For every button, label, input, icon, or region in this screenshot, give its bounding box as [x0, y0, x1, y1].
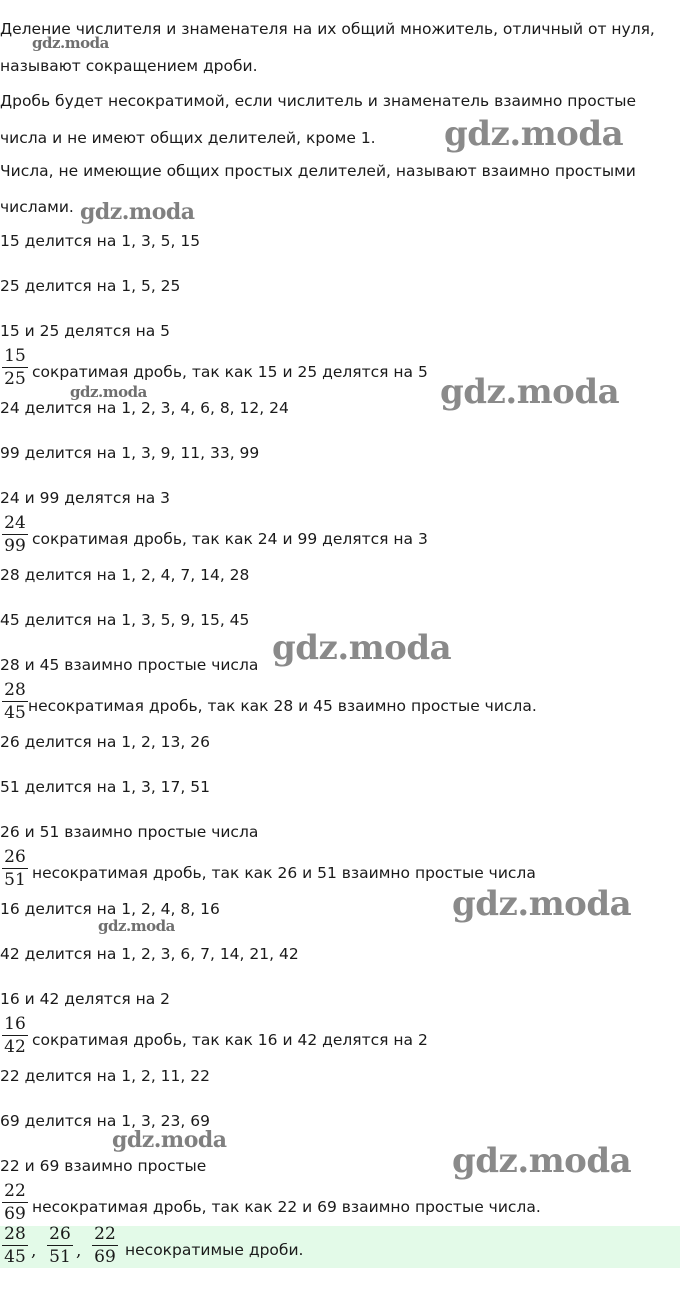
coprime-row: 26 и 51 взаимно простые числа	[0, 823, 259, 841]
fraction-bar	[2, 1035, 28, 1036]
denominator: 51	[49, 1247, 71, 1268]
denominator: 25	[4, 369, 26, 390]
common-divisor-row: 16 и 42 делятся на 2	[0, 990, 171, 1008]
denominator: 45	[4, 703, 26, 724]
divisors-row: 51 делится на 1, 3, 17, 51	[0, 778, 210, 796]
fraction	[2, 1181, 28, 1224]
common-divisor-row: 24 и 99 делятся на 3	[0, 489, 171, 507]
answer-fraction	[92, 1224, 118, 1267]
denominator: 45	[4, 1247, 26, 1268]
fraction-bar	[2, 534, 28, 535]
divisors-row: 16 делится на 1, 2, 4, 8, 16	[0, 900, 220, 918]
coprime-row: 22 и 69 взаимно простые	[0, 1157, 207, 1175]
divisors-row: 99 делится на 1, 3, 9, 11, 33, 99	[0, 444, 260, 462]
fraction-bar	[2, 701, 28, 702]
definition-line-4: числами.	[0, 198, 74, 216]
divisors-row: 42 делится на 1, 2, 3, 6, 7, 14, 21, 42	[0, 945, 299, 963]
fraction-bar	[2, 367, 28, 368]
denominator: 51	[4, 870, 26, 891]
denominator: 99	[4, 536, 26, 557]
watermark: gdz.moda	[452, 1141, 632, 1181]
fraction-explanation: сократимая дробь, так как 15 и 25 делятся на 5	[32, 363, 428, 381]
fraction-explanation: несократимая дробь, так как 28 и 45 взаимно простые числа.	[28, 697, 537, 715]
fraction-bar	[2, 868, 28, 869]
definition-line-1: Дробь будет несократимой, если числитель и знаменатель взаимно простые	[0, 92, 637, 110]
fraction-explanation: несократимая дробь, так как 22 и 69 взаимно простые числа.	[32, 1198, 541, 1216]
watermark: gdz.moda	[444, 114, 624, 154]
watermark: gdz.moda	[98, 917, 175, 935]
divisors-row: 24 делится на 1, 2, 3, 4, 6, 8, 12, 24	[0, 399, 289, 417]
numerator: 22	[4, 1181, 26, 1201]
numerator: 16	[4, 1014, 26, 1034]
fraction	[2, 513, 28, 556]
fraction-bar	[2, 1202, 28, 1203]
answer-highlight	[0, 1226, 680, 1268]
separator: ,	[31, 1241, 37, 1261]
watermark: gdz.moda	[32, 34, 109, 52]
watermark: gdz.moda	[70, 383, 147, 401]
fraction	[2, 847, 28, 890]
fraction-explanation: сократимая дробь, так как 24 и 99 делятся на 3	[32, 530, 428, 548]
fraction-bar	[2, 1245, 28, 1246]
fraction-bar	[47, 1245, 73, 1246]
coprime-row: 28 и 45 взаимно простые числа	[0, 656, 259, 674]
divisors-row: 25 делится на 1, 5, 25	[0, 277, 181, 295]
numerator: 26	[4, 847, 26, 867]
numerator: 22	[94, 1224, 116, 1244]
separator: ,	[76, 1241, 82, 1261]
fraction	[2, 680, 28, 723]
denominator: 42	[4, 1037, 26, 1058]
answer-fraction	[2, 1224, 28, 1267]
definition-line-3: Числа, не имеющие общих простых делителей, называют взаимно простыми	[0, 162, 636, 180]
divisors-row: 15 делится на 1, 3, 5, 15	[0, 232, 201, 250]
numerator: 26	[49, 1224, 71, 1244]
watermark: gdz.moda	[80, 199, 195, 225]
fraction-bar	[92, 1245, 118, 1246]
fraction	[2, 1014, 28, 1057]
numerator: 28	[4, 680, 26, 700]
numerator: 28	[4, 1224, 26, 1244]
denominator: 69	[94, 1247, 116, 1268]
divisors-row: 28 делится на 1, 2, 4, 7, 14, 28	[0, 566, 250, 584]
watermark: gdz.moda	[452, 884, 632, 924]
fraction-explanation: сократимая дробь, так как 16 и 42 делятся на 2	[32, 1031, 428, 1049]
definition-line-2: числа и не имеют общих делителей, кроме 1.	[0, 129, 376, 147]
watermark: gdz.moda	[272, 628, 452, 668]
divisors-row: 22 делится на 1, 2, 11, 22	[0, 1067, 210, 1085]
fraction-explanation: несократимая дробь, так как 26 и 51 взаимно простые числа	[32, 864, 536, 882]
divisors-row: 26 делится на 1, 2, 13, 26	[0, 733, 210, 751]
numerator: 24	[4, 513, 26, 533]
intro-line-2: называют сокращением дроби.	[0, 57, 258, 75]
numerator: 15	[4, 346, 26, 366]
answer-text: несократимые дроби.	[125, 1241, 304, 1259]
fraction	[2, 346, 28, 389]
answer-fraction	[47, 1224, 73, 1267]
watermark: gdz.moda	[440, 372, 620, 412]
divisors-row: 45 делится на 1, 3, 5, 9, 15, 45	[0, 611, 250, 629]
common-divisor-row: 15 и 25 делятся на 5	[0, 322, 171, 340]
intro-line-1: Деление числителя и знаменателя на их общий множитель, отличный от нуля,	[0, 20, 655, 38]
denominator: 69	[4, 1204, 26, 1225]
watermark: gdz.moda	[112, 1127, 227, 1153]
divisors-row: 69 делится на 1, 3, 23, 69	[0, 1112, 210, 1130]
